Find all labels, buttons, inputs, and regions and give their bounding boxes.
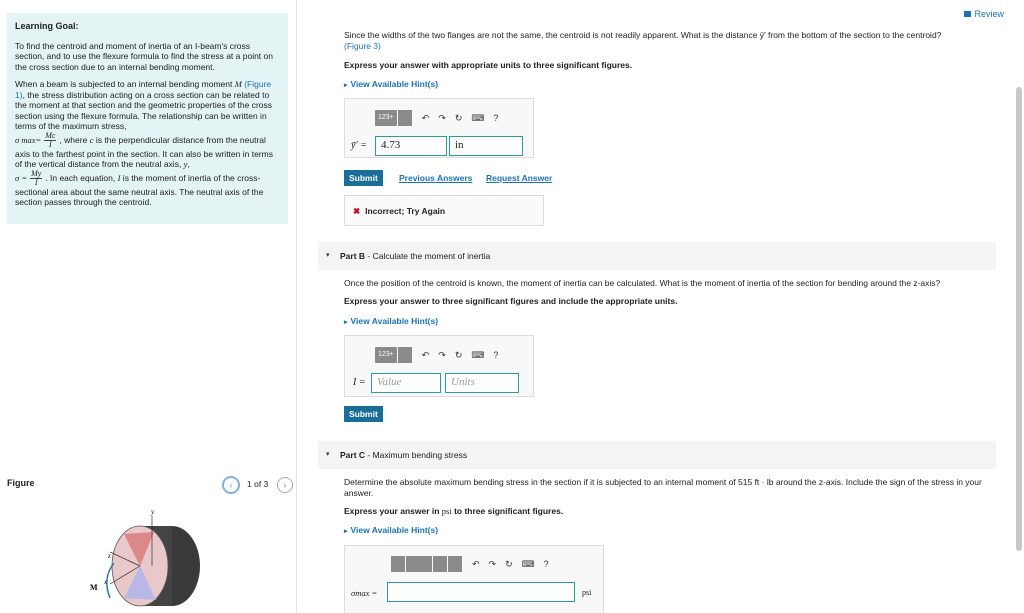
review-link[interactable]	[964, 9, 1004, 19]
figure-next-button[interactable]	[277, 477, 293, 493]
partB-var-label: I =	[353, 377, 366, 388]
partB-title-bold: Part B	[340, 251, 366, 261]
figure-navigation	[7, 476, 289, 492]
partA-submit-button[interactable]: Submit	[344, 170, 383, 186]
fig-axis-y: y	[151, 508, 155, 516]
undo-icon[interactable]: ↶	[421, 112, 430, 123]
partC-instruction-unit: psi	[441, 506, 452, 516]
caret-right-icon: ▸	[344, 82, 348, 89]
partB-question: Once the position of the centroid is known, the moment of inertia can be calculated. What is the moment of inertia of the section for bending around the z-axis?	[344, 278, 941, 288]
partC-hint-label: View Available Hint(s)	[350, 525, 439, 535]
undo-icon[interactable]: ↶	[421, 349, 430, 360]
templates-button[interactable]: 123+	[375, 110, 397, 126]
reset-icon[interactable]: ↻	[454, 349, 463, 360]
partC-hint-toggle[interactable]	[344, 525, 438, 535]
undo-icon[interactable]: ↶	[472, 558, 480, 569]
right-pane	[318, 0, 1008, 613]
partA-feedback-text: Incorrect; Try Again	[365, 206, 446, 216]
goal-text-f: . In each equation,	[45, 172, 118, 183]
partC-instruction-a: Express your answer in	[344, 506, 442, 516]
format-button[interactable]	[398, 347, 412, 363]
fig-axis-x: x	[104, 578, 108, 586]
frac1-denominator: I	[48, 139, 52, 149]
fig-moment-label: M	[90, 583, 98, 592]
partC-title	[340, 450, 467, 460]
partA-question-text: Since the widths of the two flanges are not the same, the centroid is not readily apparent. What is the distance ȳ′ from the bottom of the section to the centroid?	[344, 30, 942, 40]
partC-header[interactable]	[318, 441, 996, 469]
partA-instruction: Express your answer with appropriate units to three significant figures.	[344, 60, 633, 70]
goal-text-e: ,	[187, 159, 190, 169]
partB-header[interactable]	[318, 242, 996, 270]
reset-icon[interactable]: ↻	[454, 112, 463, 123]
partB-title	[340, 251, 490, 261]
redo-icon[interactable]: ↷	[488, 558, 497, 569]
partB-hint-toggle[interactable]	[344, 316, 438, 326]
fraction-button[interactable]	[391, 556, 405, 572]
partC-var-label: σmax =	[351, 588, 378, 598]
sigma-label: σ =	[15, 172, 28, 183]
partA-hint-toggle[interactable]	[344, 79, 438, 89]
learning-goal-title: Learning Goal:	[15, 21, 79, 31]
partB-toolbar	[375, 347, 498, 363]
keyboard-icon[interactable]: ⌨	[521, 558, 535, 569]
partA-question	[344, 30, 984, 52]
partB-instruction: Express your answer to three significant figures and include the appropriate units.	[344, 296, 678, 306]
partA-var-label: ȳ′ =	[351, 140, 367, 151]
caret-right-icon: ▸	[344, 528, 348, 535]
goal-text-c: , where	[59, 134, 90, 145]
goal-text-a: When a beam is subjected to an internal bending moment	[15, 79, 235, 89]
chevron-left-icon: ‹	[229, 480, 233, 490]
partB-submit-button[interactable]: Submit	[344, 406, 383, 422]
figure-label: Figure	[7, 478, 35, 488]
figure-1-link[interactable]: (Figure 1)	[15, 79, 272, 100]
partB-hint-label: View Available Hint(s)	[350, 316, 439, 326]
learning-goal-intro: To find the centroid and moment of inertia of an I-beam's cross section, and to use the flexure formula to find the stress at a point on the cross section due to an internal bending moment.	[15, 40, 273, 72]
goal-text-b: , the stress distribution acting on a cross section can be related to the moment at that section and the geometric properties of the cross section using the flexure formula. The relationship can be written in terms of the maximum stress,	[15, 89, 273, 131]
partC-question: Determine the absolute maximum bending stress in the section if it is subjected to an internal moment of 515 ft · lb around the z-axis. Include the sign of the stress in your answer.	[344, 477, 982, 498]
learning-goal-body	[15, 79, 280, 208]
goal-text-d: is the perpendicular distance from the neutral axis to the farthest point in the section. It can also be written in terms of the vertical distance from the neutral axis,	[15, 134, 273, 169]
flexure-fraction-1	[44, 132, 56, 149]
frac2-numerator: My	[31, 168, 42, 178]
caret-right-icon: ▸	[344, 319, 348, 326]
flexure-fraction-2	[30, 170, 42, 187]
partA-toolbar	[375, 110, 498, 126]
partB-answer-box	[344, 335, 534, 397]
chevron-down-icon: ▾	[326, 252, 330, 259]
equation-button[interactable]	[406, 556, 432, 572]
help-icon[interactable]: ?	[493, 113, 499, 123]
review-label: Review	[974, 9, 1004, 19]
partC-value-input[interactable]	[387, 582, 575, 602]
learning-goal-box	[7, 13, 288, 224]
redo-icon[interactable]: ↷	[438, 112, 446, 123]
partC-title-rest: - Maximum bending stress	[365, 450, 468, 460]
moment-var: M	[234, 79, 242, 89]
partC-toolbar	[391, 556, 549, 572]
partB-title-rest: - Calculate the moment of inertia	[365, 251, 491, 261]
scrollbar-thumb[interactable]	[1016, 87, 1022, 551]
partA-feedback	[344, 195, 544, 226]
partA-units-input[interactable]: in	[449, 136, 523, 156]
help-icon[interactable]: ?	[543, 559, 549, 569]
partC-instruction-b: to three significant figures.	[451, 506, 564, 516]
partA-value-input[interactable]: 4.73	[375, 136, 447, 156]
request-answer-link[interactable]: Request Answer	[486, 173, 553, 183]
partC-answer-box	[344, 545, 604, 613]
left-pane	[0, 0, 297, 613]
vector-button[interactable]	[448, 556, 462, 572]
chevron-right-icon: ›	[283, 480, 287, 490]
error-x-icon: ✖	[353, 206, 361, 216]
figure-3-link[interactable]: (Figure 3)	[344, 41, 381, 51]
y-var: y	[183, 159, 188, 169]
review-icon	[964, 11, 971, 17]
keyboard-icon[interactable]: ⌨	[471, 349, 485, 360]
redo-icon[interactable]: ↷	[438, 349, 446, 360]
frac2-denominator: I	[34, 177, 38, 187]
chevron-down-icon: ▾	[326, 451, 330, 458]
I-var: I	[117, 172, 121, 183]
figure-count: 1 of 3	[247, 479, 269, 489]
beam-figure[interactable]	[80, 508, 210, 613]
partC-units-label: psi	[582, 588, 592, 597]
goal-text-g: is the moment of inertia of the cross-sectional area about the same neutral axis. The neutral axis of the section passes through the centroid.	[15, 172, 264, 207]
frac1-numerator: Mc	[45, 130, 56, 140]
sigma-max-label: σ max=	[15, 134, 42, 145]
partB-value-input[interactable]: Value	[371, 373, 441, 393]
c-var: c	[89, 134, 94, 145]
partA-answer-box	[344, 98, 534, 158]
figure-prev-button[interactable]	[222, 476, 240, 494]
fig-axis-z: z	[108, 552, 111, 560]
reset-icon[interactable]: ↻	[505, 558, 513, 569]
partC-instruction	[344, 506, 984, 517]
partC-title-bold: Part C	[340, 450, 366, 460]
templates-button[interactable]: 123+	[375, 347, 397, 363]
keyboard-icon[interactable]: ⌨	[471, 112, 485, 123]
partB-units-input[interactable]: Units	[445, 373, 519, 393]
partA-hint-label: View Available Hint(s)	[350, 79, 439, 89]
format-button[interactable]	[398, 110, 412, 126]
format-button[interactable]	[433, 556, 447, 572]
help-icon[interactable]: ?	[493, 350, 499, 360]
previous-answers-link[interactable]: Previous Answers	[399, 173, 473, 183]
